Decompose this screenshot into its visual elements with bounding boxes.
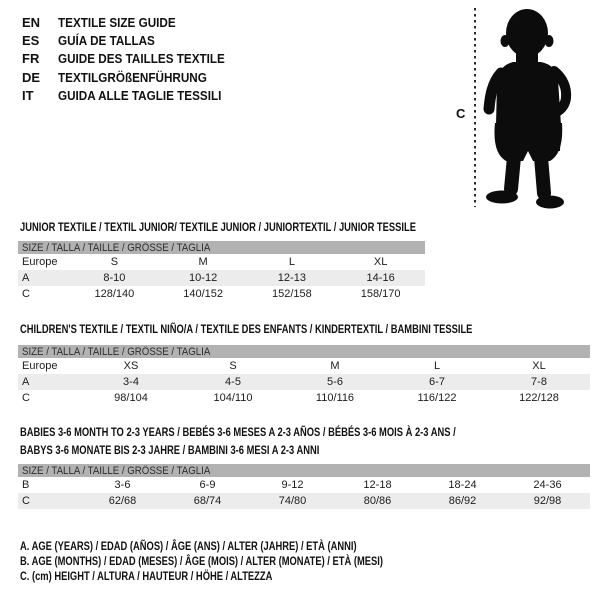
row-label-cell: C	[22, 288, 30, 300]
lang-label: GUIDE DES TAILLES TEXTILE	[58, 51, 225, 67]
babies-section-title	[20, 423, 579, 459]
footnote-a	[20, 538, 485, 553]
children-section-title-text: CHILDREN'S TEXTILE / TEXTIL NIÑO/A / TEXTILE DES ENFANTS / KINDERTEXTIL / BAMBINI TESSILE	[20, 322, 473, 336]
table-row	[18, 493, 590, 509]
footnote-b-text: B. AGE (MONTHS) / EDAD (MESES) / ÂGE (MOIS) / ALTER (MONATE) / ETÀ (MESI)	[20, 553, 383, 568]
junior-section-title	[20, 218, 528, 236]
junior-size-table	[18, 241, 425, 302]
size-header-bar	[18, 241, 425, 254]
size-value-cell: 104/110	[213, 392, 253, 404]
lang-row-fr	[22, 50, 243, 68]
table-row	[18, 254, 425, 270]
lang-code: FR	[22, 51, 40, 67]
size-value-cell: 6-9	[199, 479, 216, 491]
size-value-cell: 74/80	[278, 495, 307, 507]
size-header-bar	[18, 345, 590, 358]
size-value-cell: 6-7	[429, 376, 445, 388]
size-value-cell: 110/116	[315, 392, 355, 404]
children-section-title	[20, 320, 600, 338]
size-value-cell: 62/68	[108, 495, 137, 507]
footnote-c-text: C. (cm) HEIGHT / ALTURA / HAUTEUR / HÖHE / ALTEZZA	[20, 569, 273, 584]
table-row	[18, 390, 590, 406]
size-value-cell: XS	[123, 360, 139, 372]
babies-size-table	[18, 464, 590, 509]
lang-code: DE	[22, 69, 41, 85]
table-row	[18, 358, 590, 374]
table-row	[18, 477, 590, 493]
size-value-cell: 4-5	[225, 376, 241, 388]
table-row	[18, 270, 425, 286]
size-value-cell: L	[288, 256, 295, 268]
size-value-cell: 3-6	[114, 479, 131, 491]
size-header-text: SIZE / TALLA / TAILLE / GRÖSSE / TAGLIA	[22, 241, 211, 254]
size-value-cell: 12-13	[277, 272, 306, 284]
size-value-cell: 8-10	[103, 272, 126, 284]
lang-code: EN	[22, 14, 41, 30]
row-label-cell: C	[22, 392, 30, 404]
lang-row-es	[22, 31, 243, 49]
size-value-cell: 116/122	[417, 392, 457, 404]
footnote-a-text: A. AGE (YEARS) / EDAD (AÑOS) / ÂGE (ANS) / ALTER (JAHRE) / ETÀ (ANNI)	[20, 538, 357, 553]
size-value-cell: L	[433, 360, 441, 372]
size-value-cell: 122/128	[519, 392, 559, 404]
babies-section-title-line2: BABYS 3-6 MONATE BIS 2-3 JAHRE / BAMBINI 3-6 MESI A 2-3 ANNI	[20, 443, 320, 457]
lang-code: IT	[22, 88, 34, 104]
lang-row-it	[22, 87, 243, 105]
row-label-cell: A	[22, 376, 30, 388]
junior-section-title-text: JUNIOR TEXTILE / TEXTIL JUNIOR/ TEXTILE JUNIOR / JUNIORTEXTIL / JUNIOR TESSILE	[20, 220, 416, 234]
row-label-cell: Europe	[22, 360, 58, 372]
size-value-cell: 68/74	[193, 495, 222, 507]
size-value-cell: 7-8	[531, 376, 547, 388]
lang-label: TEXTILGRÖßENFÜHRUNG	[58, 69, 207, 85]
size-value-cell: 24-36	[533, 479, 562, 491]
size-value-cell: 3-4	[123, 376, 139, 388]
size-value-cell: 14-16	[366, 272, 395, 284]
junior-table-rows	[18, 254, 425, 302]
lang-row-de	[22, 68, 243, 86]
legend-footnotes	[20, 538, 485, 584]
lang-label: GUÍA DE TALLAS	[58, 33, 155, 49]
size-value-cell: 128/140	[94, 288, 135, 300]
children-table-rows	[18, 358, 590, 406]
height-measure-dotted-line	[474, 8, 476, 207]
size-value-cell: 10-12	[189, 272, 218, 284]
size-value-cell: XL	[373, 256, 388, 268]
footnote-b	[20, 553, 485, 568]
row-label-cell: B	[22, 479, 30, 491]
size-value-cell: M	[198, 256, 208, 268]
size-value-cell: 140/152	[183, 288, 223, 300]
size-value-cell: 80/86	[363, 495, 392, 507]
baby-silhouette-image	[480, 5, 580, 210]
table-row	[18, 286, 425, 302]
size-header-text: SIZE / TALLA / TAILLE / GRÖSSE / TAGLIA	[22, 464, 211, 477]
size-value-cell: 158/170	[360, 288, 401, 300]
row-label-cell: C	[22, 495, 30, 507]
children-size-table	[18, 345, 590, 406]
size-value-cell: S	[229, 360, 237, 372]
lang-label: GUIDA ALLE TAGLIE TESSILI	[58, 88, 222, 104]
size-value-cell: 92/98	[533, 495, 562, 507]
size-value-cell: XL	[532, 360, 546, 372]
row-label-cell: Europe	[22, 256, 58, 268]
size-value-cell: 98/104	[114, 392, 148, 404]
size-value-cell: S	[110, 256, 119, 268]
size-value-cell: 18-24	[448, 479, 477, 491]
row-label-cell: A	[22, 272, 30, 284]
size-header-text: SIZE / TALLA / TAILLE / GRÖSSE / TAGLIA	[22, 345, 211, 358]
size-value-cell: 5-6	[327, 376, 343, 388]
lang-label: TEXTILE SIZE GUIDE	[58, 14, 176, 30]
lang-code: ES	[22, 33, 40, 49]
babies-section-title-line1: BABIES 3-6 MONTH TO 2-3 YEARS / BEBÉS 3-6 MESES A 2-3 AÑOS / BÉBÉS 3-6 MOIS À 2-3 ANS /	[20, 425, 456, 439]
size-header-bar	[18, 464, 590, 477]
size-value-cell: 12-18	[363, 479, 392, 491]
size-value-cell: 86/92	[448, 495, 477, 507]
language-header	[22, 13, 243, 105]
height-measure-label: C	[456, 106, 466, 121]
table-row	[18, 374, 590, 390]
size-value-cell: 152/158	[271, 288, 312, 300]
size-value-cell: 9-12	[281, 479, 304, 491]
footnote-c	[20, 569, 485, 584]
babies-table-rows	[18, 477, 590, 509]
size-value-cell: M	[330, 360, 340, 372]
lang-row-en	[22, 13, 243, 31]
